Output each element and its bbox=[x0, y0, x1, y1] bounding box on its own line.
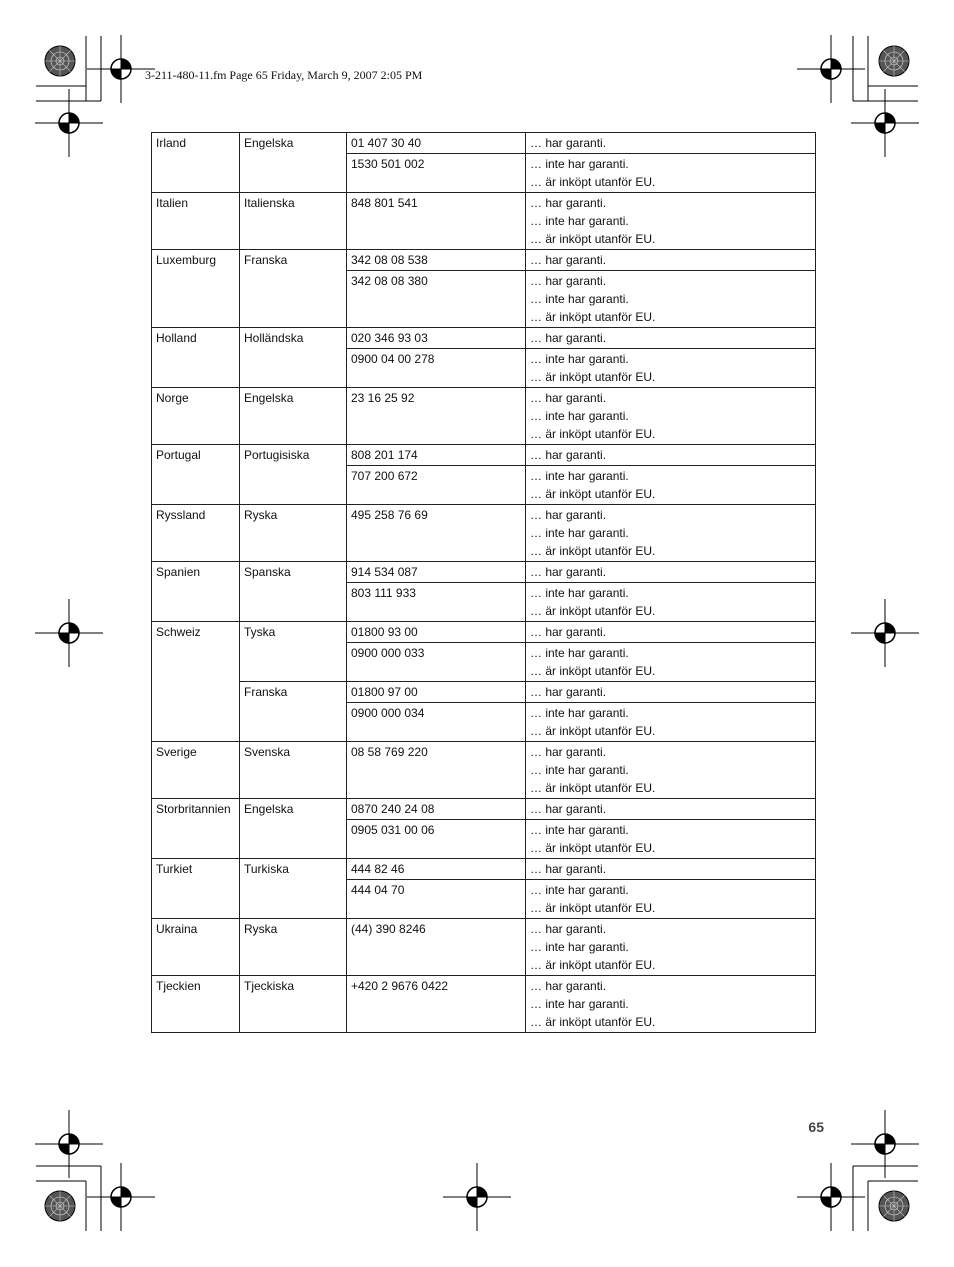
warranty-note-line: … har garanti. bbox=[530, 862, 607, 876]
warranty-note-line: … är inköpt utanför EU. bbox=[530, 487, 656, 501]
warranty-note-line: … inte har garanti. bbox=[530, 646, 629, 660]
warranty-note-line: … har garanti. bbox=[530, 979, 607, 993]
language-cell: Spanska bbox=[240, 562, 347, 622]
country-cell: Storbritannien bbox=[152, 799, 240, 859]
phone-number-cell: 0870 240 24 08 bbox=[347, 799, 526, 820]
language-cell: Engelska bbox=[240, 799, 347, 859]
phone-number-cell: 23 16 25 92 bbox=[347, 388, 526, 445]
phone-number-cell: 342 08 08 538 bbox=[347, 250, 526, 271]
phone-number-cell: 0900 04 00 278 bbox=[347, 349, 526, 388]
phone-number-cell: 1530 501 002 bbox=[347, 154, 526, 193]
country-cell: Italien bbox=[152, 193, 240, 250]
warranty-note-line: … är inköpt utanför EU. bbox=[530, 958, 656, 972]
warranty-note-line: … är inköpt utanför EU. bbox=[530, 232, 656, 246]
phone-number-cell: +420 2 9676 0422 bbox=[347, 976, 526, 1033]
country-cell: Turkiet bbox=[152, 859, 240, 919]
warranty-note-line: … har garanti. bbox=[530, 196, 607, 210]
language-cell: Franska bbox=[240, 682, 347, 742]
warranty-note-line: … inte har garanti. bbox=[530, 706, 629, 720]
phone-number-cell: 444 04 70 bbox=[347, 880, 526, 919]
phone-number-cell: 707 200 672 bbox=[347, 466, 526, 505]
phone-number-cell: 01 407 30 40 bbox=[347, 133, 526, 154]
phone-number-cell: 495 258 76 69 bbox=[347, 505, 526, 562]
warranty-note-line: … inte har garanti. bbox=[530, 214, 629, 228]
country-cell: Holland bbox=[152, 328, 240, 388]
country-cell: Spanien bbox=[152, 562, 240, 622]
phone-number-cell: 0900 000 033 bbox=[347, 643, 526, 682]
warranty-note-line: … är inköpt utanför EU. bbox=[530, 604, 656, 618]
warranty-note-line: … har garanti. bbox=[530, 508, 607, 522]
warranty-note-line: … inte har garanti. bbox=[530, 586, 629, 600]
warranty-note-line: … inte har garanti. bbox=[530, 883, 629, 897]
warranty-note-line: … har garanti. bbox=[530, 136, 607, 150]
warranty-note-line: … är inköpt utanför EU. bbox=[530, 724, 656, 738]
country-cell: Tjeckien bbox=[152, 976, 240, 1033]
language-cell: Engelska bbox=[240, 388, 347, 445]
language-cell: Portugisiska bbox=[240, 445, 347, 505]
language-cell: Turkiska bbox=[240, 859, 347, 919]
warranty-note-line: … har garanti. bbox=[530, 922, 607, 936]
language-cell: Tyska bbox=[240, 622, 347, 682]
language-cell: Tjeckiska bbox=[240, 976, 347, 1033]
language-cell: Italienska bbox=[240, 193, 347, 250]
phone-number-cell: 020 346 93 03 bbox=[347, 328, 526, 349]
warranty-note-line: … är inköpt utanför EU. bbox=[530, 544, 656, 558]
warranty-note-line: … har garanti. bbox=[530, 331, 607, 345]
phone-number-cell: 342 08 08 380 bbox=[347, 271, 526, 328]
warranty-note-line: … är inköpt utanför EU. bbox=[530, 664, 656, 678]
country-cell: Ryssland bbox=[152, 505, 240, 562]
warranty-note-line: … inte har garanti. bbox=[530, 352, 629, 366]
warranty-note-line: … inte har garanti. bbox=[530, 823, 629, 837]
warranty-note-line: … inte har garanti. bbox=[530, 409, 629, 423]
country-cell: Sverige bbox=[152, 742, 240, 799]
phone-number-cell: 808 201 174 bbox=[347, 445, 526, 466]
warranty-note-line: … har garanti. bbox=[530, 745, 607, 759]
phone-number-cell: 0905 031 00 06 bbox=[347, 820, 526, 859]
warranty-note-line: … är inköpt utanför EU. bbox=[530, 841, 656, 855]
country-cell: Portugal bbox=[152, 445, 240, 505]
warranty-note-line: … är inköpt utanför EU. bbox=[530, 310, 656, 324]
warranty-note-line: … har garanti. bbox=[530, 802, 607, 816]
warranty-note-line: … har garanti. bbox=[530, 565, 607, 579]
warranty-note-line: … inte har garanti. bbox=[530, 292, 629, 306]
phone-number-cell: 803 111 933 bbox=[347, 583, 526, 622]
phone-number-cell: 444 82 46 bbox=[347, 859, 526, 880]
language-cell: Engelska bbox=[240, 133, 347, 193]
language-cell: Holländska bbox=[240, 328, 347, 388]
warranty-note-line: … inte har garanti. bbox=[530, 940, 629, 954]
country-cell: Schweiz bbox=[152, 622, 240, 742]
language-cell: Franska bbox=[240, 250, 347, 328]
warranty-note-line: … har garanti. bbox=[530, 625, 607, 639]
phone-number-cell: (44) 390 8246 bbox=[347, 919, 526, 976]
warranty-note-line: … inte har garanti. bbox=[530, 469, 629, 483]
warranty-note-line: … är inköpt utanför EU. bbox=[530, 175, 656, 189]
language-cell: Ryska bbox=[240, 505, 347, 562]
page-number: 65 bbox=[808, 1119, 824, 1135]
phone-number-cell: 0900 000 034 bbox=[347, 703, 526, 742]
phone-number-cell: 08 58 769 220 bbox=[347, 742, 526, 799]
warranty-note-line: … är inköpt utanför EU. bbox=[530, 1015, 656, 1029]
country-cell: Luxemburg bbox=[152, 250, 240, 328]
language-cell: Ryska bbox=[240, 919, 347, 976]
warranty-note-line: … inte har garanti. bbox=[530, 526, 629, 540]
warranty-note-line: … inte har garanti. bbox=[530, 763, 629, 777]
warranty-note-line: … har garanti. bbox=[530, 391, 607, 405]
phone-number-cell: 914 534 087 bbox=[347, 562, 526, 583]
country-cell: Norge bbox=[152, 388, 240, 445]
phone-number-cell: 01800 97 00 bbox=[347, 682, 526, 703]
warranty-note-line: … är inköpt utanför EU. bbox=[530, 781, 656, 795]
phone-number-cell: 01800 93 00 bbox=[347, 622, 526, 643]
warranty-note-line: … är inköpt utanför EU. bbox=[530, 901, 656, 915]
warranty-note-line: … är inköpt utanför EU. bbox=[530, 427, 656, 441]
country-cell: Irland bbox=[152, 133, 240, 193]
warranty-note-line: … har garanti. bbox=[530, 274, 607, 288]
warranty-note-line: … har garanti. bbox=[530, 253, 607, 267]
warranty-note-line: … har garanti. bbox=[530, 448, 607, 462]
warranty-note-line: … är inköpt utanför EU. bbox=[530, 370, 656, 384]
phone-number-cell: 848 801 541 bbox=[347, 193, 526, 250]
country-cell: Ukraina bbox=[152, 919, 240, 976]
warranty-note-line: … inte har garanti. bbox=[530, 997, 629, 1011]
warranty-note-line: … har garanti. bbox=[530, 685, 607, 699]
print-header: 3-211-480-11.fm Page 65 Friday, March 9, 2007 2:05 PM bbox=[145, 68, 423, 82]
language-cell: Svenska bbox=[240, 742, 347, 799]
warranty-note-line: … inte har garanti. bbox=[530, 157, 629, 171]
